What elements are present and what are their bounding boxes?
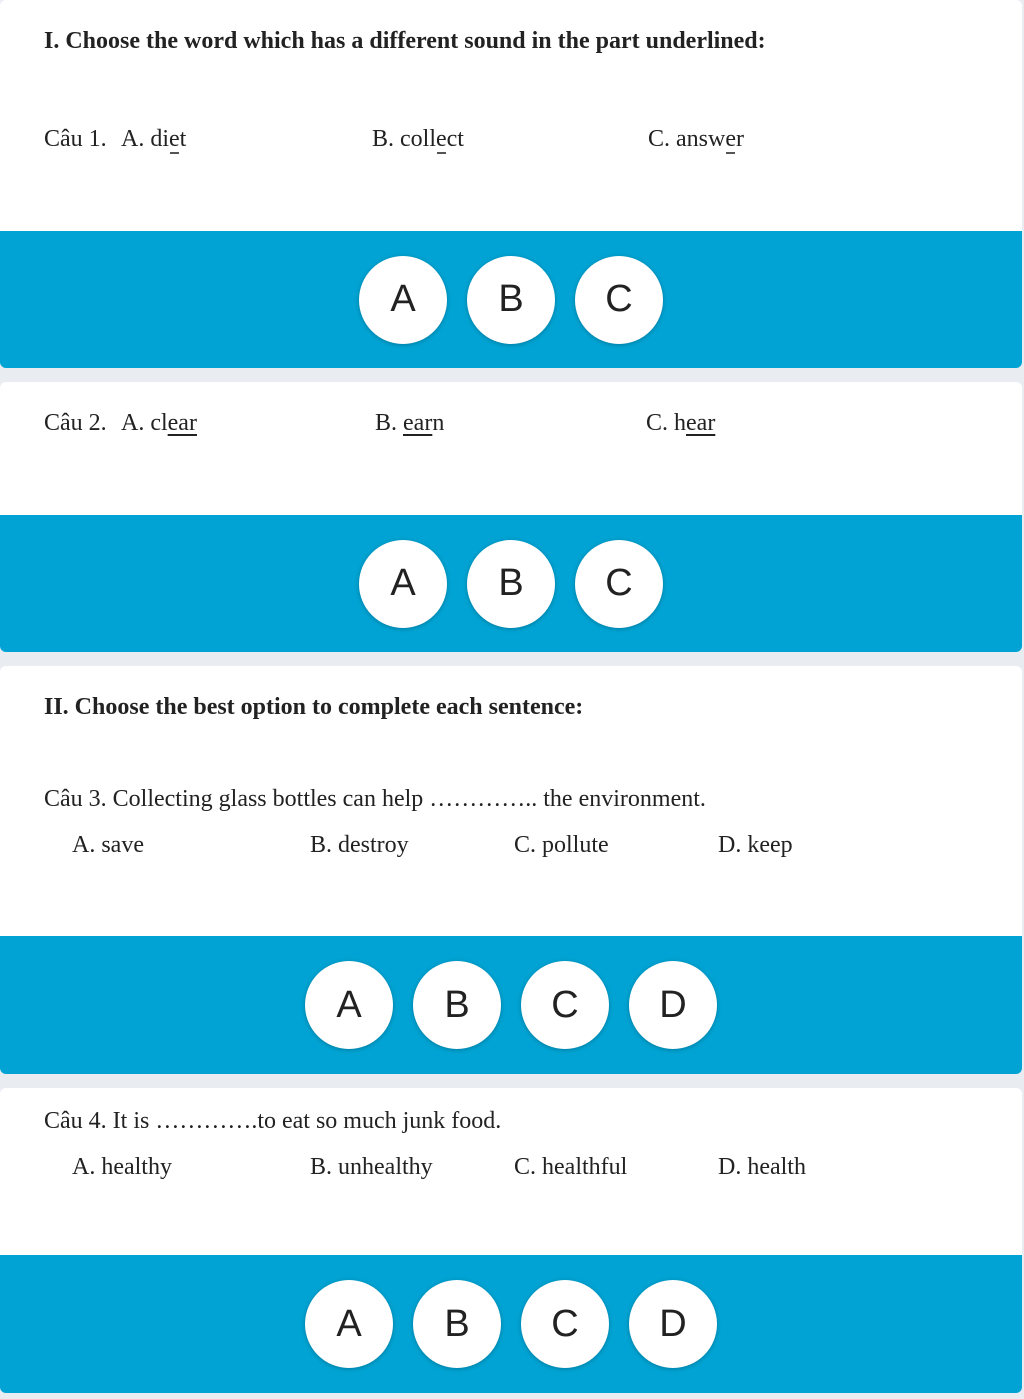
question-card-3 bbox=[0, 666, 1022, 1074]
q3-answer-bar bbox=[0, 936, 1022, 1074]
q1-choice-b-button[interactable]: B bbox=[467, 256, 555, 344]
q2-option-c-prefix: C. h bbox=[646, 410, 687, 436]
q4-choice-a-button[interactable]: A bbox=[305, 1280, 393, 1368]
q2-option-a bbox=[121, 410, 197, 437]
q1-option-b-suffix: ct bbox=[446, 126, 464, 152]
q2-option-b-prefix: B. bbox=[375, 410, 404, 436]
q1-option-b-prefix: B. coll bbox=[372, 126, 436, 152]
q3-choice-a-button[interactable]: A bbox=[305, 961, 393, 1049]
q4-option-a: A. healthy bbox=[72, 1154, 172, 1180]
q1-option-b-underlined: e bbox=[436, 126, 447, 152]
question-card-2 bbox=[0, 382, 1022, 652]
q1-option-a-underlined: e bbox=[169, 126, 180, 152]
q3-option-c: C. pollute bbox=[514, 832, 609, 858]
q2-option-a-underlined: ear bbox=[167, 410, 197, 436]
q4-choice-b-button[interactable]: B bbox=[413, 1280, 501, 1368]
q3-stem: Câu 3. Collecting glass bottles can help ………….. the environment. bbox=[44, 786, 706, 812]
question-card-4 bbox=[0, 1088, 1022, 1393]
q4-choice-d-button[interactable]: D bbox=[629, 1280, 717, 1368]
q3-option-b: B. destroy bbox=[310, 832, 409, 858]
q3-option-a: A. save bbox=[72, 832, 144, 858]
q2-option-b-underlined: ear bbox=[403, 410, 433, 436]
q1-option-b bbox=[372, 126, 464, 153]
q4-option-d: D. health bbox=[718, 1154, 806, 1180]
q1-choice-c-button[interactable]: C bbox=[575, 256, 663, 344]
q4-option-b: B. unhealthy bbox=[310, 1154, 433, 1180]
q2-option-c bbox=[646, 410, 715, 437]
q3-choice-c-button[interactable]: C bbox=[521, 961, 609, 1049]
section-1-heading: I. Choose the word which has a different sound in the part underlined: bbox=[44, 28, 766, 54]
q2-option-b bbox=[375, 410, 444, 437]
q4-option-c: C. healthful bbox=[514, 1154, 628, 1180]
q2-answer-bar bbox=[0, 515, 1022, 652]
q2-choice-b-button[interactable]: B bbox=[467, 540, 555, 628]
q3-choice-b-button[interactable]: B bbox=[413, 961, 501, 1049]
q4-answer-bar bbox=[0, 1255, 1022, 1393]
q3-option-d: D. keep bbox=[718, 832, 793, 858]
q1-answer-bar bbox=[0, 231, 1022, 368]
q1-option-c-underlined: e bbox=[725, 126, 736, 152]
q1-option-a bbox=[121, 126, 186, 153]
q1-choice-a-button[interactable]: A bbox=[359, 256, 447, 344]
q2-choice-a-button[interactable]: A bbox=[359, 540, 447, 628]
q1-option-c-suffix: r bbox=[736, 126, 744, 152]
q1-option-c bbox=[648, 126, 744, 153]
q4-stem: Câu 4. It is ………….to eat so much junk food. bbox=[44, 1108, 502, 1134]
q4-choice-c-button[interactable]: C bbox=[521, 1280, 609, 1368]
q2-label: Câu 2. bbox=[44, 410, 107, 436]
q1-option-a-suffix: t bbox=[179, 126, 187, 152]
question-card-1 bbox=[0, 0, 1022, 368]
q1-option-c-prefix: C. answ bbox=[648, 126, 726, 152]
q2-option-c-underlined: ear bbox=[686, 410, 716, 436]
q2-option-a-prefix: A. cl bbox=[121, 410, 168, 436]
q1-option-a-prefix: A. di bbox=[121, 126, 169, 152]
section-2-heading: II. Choose the best option to complete each sentence: bbox=[44, 694, 584, 720]
q1-label: Câu 1. bbox=[44, 126, 107, 152]
q2-choice-c-button[interactable]: C bbox=[575, 540, 663, 628]
q3-choice-d-button[interactable]: D bbox=[629, 961, 717, 1049]
q2-option-b-suffix: n bbox=[432, 410, 445, 436]
